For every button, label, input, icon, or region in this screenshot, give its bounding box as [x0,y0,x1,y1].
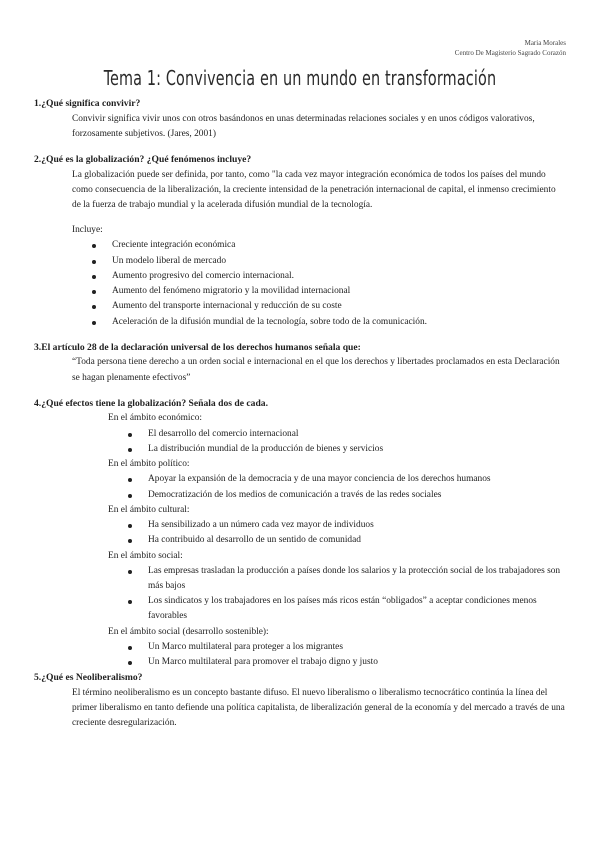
answer-5: El término neoliberalismo es un concepto bastante difuso. El nuevo liberalismo o liberalismo tecnocrático continúa la línea del primer liberalismo en tanto defiende una política capitalista, de liberalización general de la economía y del mercado a través de una creciente desregularización. [72,687,565,729]
list-item: Creciente integración económica [92,238,566,253]
list-item: La distribución mundial de la producción de bienes y servicios [128,442,566,457]
political-list [128,472,566,502]
sustainable-list [128,640,566,670]
economic-list [128,427,566,457]
list-item: Un modelo liberal de mercado [92,254,566,269]
question-1: 1.¿Qué significa convivir? [34,98,141,109]
question-5: 5.¿Qué es Neoliberalismo? [34,672,143,684]
list-item: Ha contribuido al desarrollo de un sentido de comunidad [128,533,566,548]
includes-label: Incluye: [72,225,103,236]
page-title: Tema 1: Convivencia en un mundo en transformación [103,66,497,90]
list-item: Un Marco multilateral para promover el trabajo digno y justo [128,655,566,670]
list-item: Aumento progresivo del comercio internacional. [92,269,566,284]
list-item: Las empresas trasladan la producción a países donde los salarios y la protección social de los trabajadores son más bajos [128,564,566,594]
answer-2: La globalización puede ser definida, por tanto, como "la cada vez mayor integración económica de todos los países del mundo como consecuencia de la liberalización, la creciente intensidad de la penetración internacional de capital, el inmenso crecimiento de la fuerza de trabajo mundial y la acelerada difusión mundial de la tecnología. [72,169,556,210]
answer-3: “Toda persona tiene derecho a un orden social e internacional en el que los derechos y libertades proclamados en esta Declaración se hagan plenamente efectivos” [72,357,560,383]
author-name: Maria Morales [524,39,566,47]
section-heading-social: En el ámbito social: [108,550,183,561]
section-heading-political: En el ámbito político: [108,459,190,470]
school-name: Centro De Magisterio Sagrado Corazón [454,49,566,58]
list-item: Aceleración de la difusión mundial de la tecnología, sobre todo de la comunicación. [92,315,566,330]
section-heading-economic: En el ámbito económico: [108,413,202,424]
list-item: Apoyar la expansión de la democracia y de una mayor conciencia de los derechos humanos [128,472,566,487]
list-item: Aumento del fenómeno migratorio y la movilidad internacional [92,284,566,299]
section-heading-sustainable: En el ámbito social (desarrollo sostenible): [108,626,269,637]
list-item: Ha sensibilizado a un número cada vez mayor de individuos [128,518,566,533]
answer-1: Convivir significa vivir unos con otros basándonos en unas determinadas relaciones sociales y en unos códigos valorativos, forzosamente subjetivos. (Jares, 2001) [72,113,535,139]
list-item: Un Marco multilateral para proteger a los migrantes [128,640,566,655]
question-3: 3.El artículo 28 de la declaración universal de los derechos humanos señala que: [34,341,361,353]
globalization-list [92,238,566,329]
list-item: El desarrollo del comercio internacional [128,427,566,442]
question-2: 2.¿Qué es la globalización? ¿Qué fenómenos incluye? [34,154,252,165]
list-item: Democratización de los medios de comunicación a través de las redes sociales [128,488,566,503]
section-heading-cultural: En el ámbito cultural: [108,504,190,515]
list-item: Los sindicatos y los trabajadores en los países más ricos están “obligados” a aceptar condiciones menos favorables [128,594,566,624]
author-block [455,38,566,58]
cultural-list [128,518,566,548]
question-4: 4.¿Qué efectos tiene la globalización? Señala dos de cada. [34,397,268,409]
social-list [128,564,566,625]
document-body [34,96,566,732]
list-item: Aumento del transporte internacional y reducción de su coste [92,299,566,314]
